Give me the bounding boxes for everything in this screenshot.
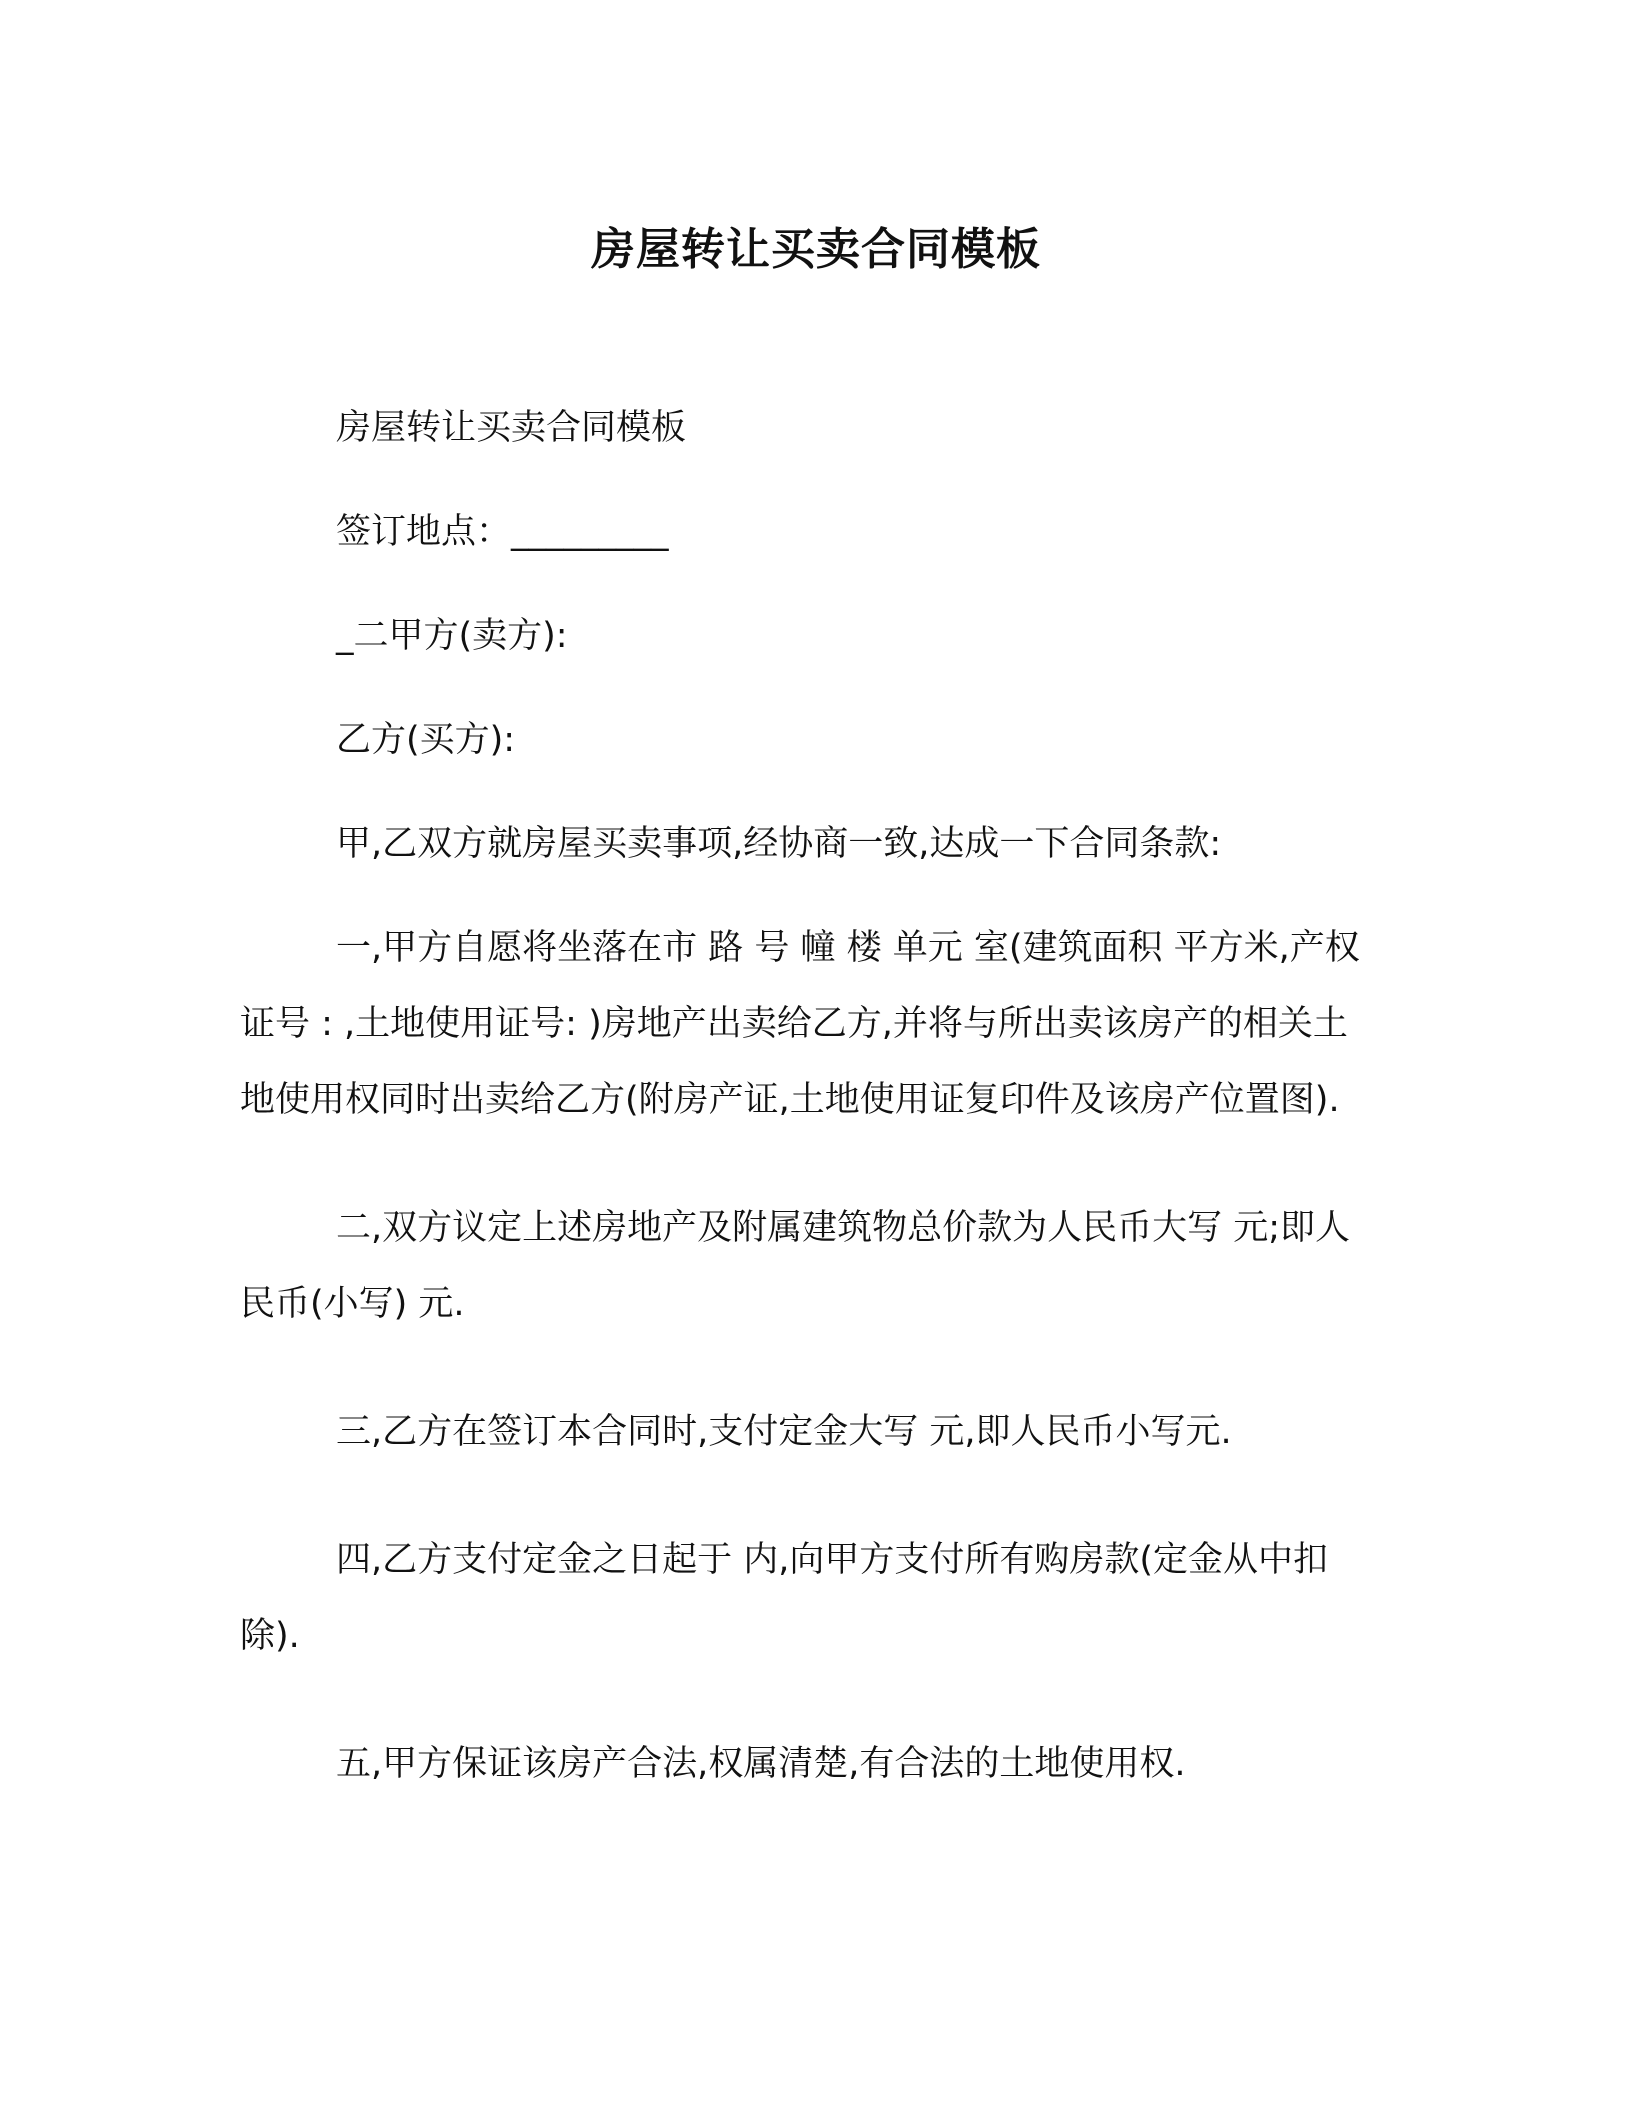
paragraph-party-b: 乙方(买方):: [336, 720, 516, 760]
paragraph-clause-1: 一,甲方自愿将坐落在市 路 号 幢 楼 单元 室(建筑面积 平方米,产权证号 : ,土地使用证号: )房地产出卖给乙方,并将与所出卖该房产的相关土地使用权同时出卖给乙方(附房产证,土地使用证复印件及该房产位置图).: [240, 928, 1360, 1120]
paragraph-clause-3: 三,乙方在签订本合同时,支付定金大写 元,即人民币小写元.: [336, 1412, 1232, 1452]
paragraph-clause-2: 二,双方议定上述房地产及附属建筑物总价款为人民币大写 元;即人民币(小写) 元.: [240, 1208, 1351, 1324]
document-title: 房屋转让买卖合同模板: [591, 224, 1041, 275]
paragraph-clause-4: 四,乙方支付定金之日起于 内,向甲方支付所有购房款(定金从中扣除).: [240, 1540, 1329, 1656]
paragraph-clause-5: 五,甲方保证该房产合法,权属清楚,有合法的土地使用权.: [336, 1744, 1186, 1784]
document-body: [240, 390, 1380, 1854]
paragraph-preamble: 甲,乙双方就房屋买卖事项,经协商一致,达成一下合同条款:: [336, 824, 1222, 864]
paragraph-subtitle: 房屋转让买卖合同模板: [336, 408, 687, 448]
paragraph-signing-place: 签订地点：_________: [336, 512, 669, 552]
paragraph-party-a: _二甲方(卖方):: [336, 616, 568, 656]
